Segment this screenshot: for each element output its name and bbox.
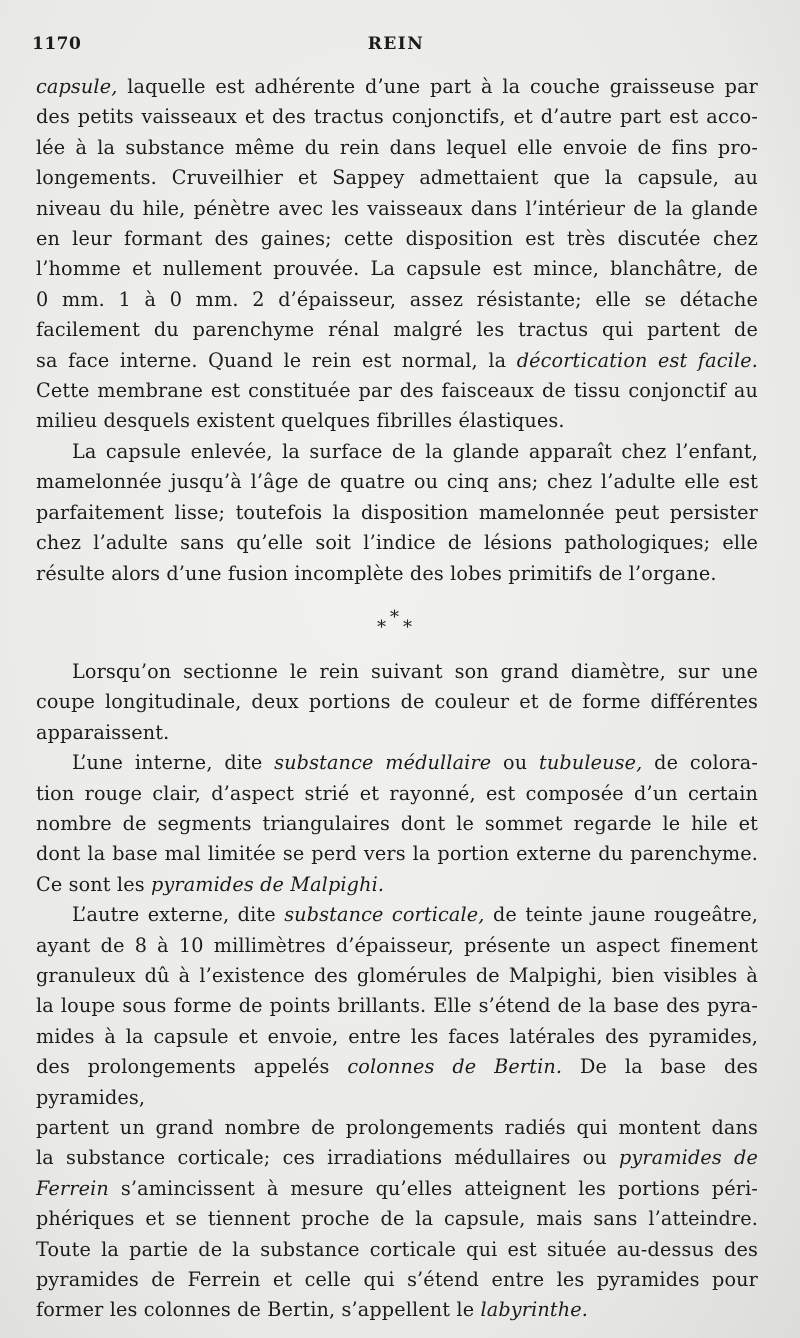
text-line (36, 961, 758, 991)
text-line (36, 254, 758, 284)
text-run: 0 mm. 1 à 0 mm. 2 d’épaisseur, assez résistante; elle se détache (36, 287, 758, 311)
text-line (36, 1235, 758, 1265)
italic-term: pyramides de Malpighi. (150, 872, 385, 896)
italic-term: capsule, (36, 75, 118, 98)
text-line (36, 779, 758, 809)
text-run: niveau du hile, pénètre avec les vaisseaux dans l’intérieur de la glande (36, 196, 758, 220)
text-run: La capsule enlevée, la surface de la glande apparaît chez l’enfant, (72, 439, 758, 463)
section-separator (36, 601, 758, 649)
text-line (36, 1265, 758, 1295)
running-title: REIN (367, 34, 425, 54)
text-line (36, 346, 758, 376)
text-run: des prolongements appelés (36, 1055, 348, 1079)
text-run: partent un grand nombre de prolongements radiés qui montent dans (36, 1116, 758, 1139)
text-line (36, 194, 758, 224)
body-text (36, 72, 758, 1326)
paragraph (36, 900, 758, 1326)
text-line (36, 1174, 758, 1204)
text-line (36, 991, 758, 1021)
text-run: facilement du parenchyme rénal malgré les tractus qui partent de (36, 318, 758, 342)
text-line (36, 809, 758, 839)
text-line (36, 748, 758, 778)
separator-star: * (390, 606, 400, 628)
text-line (36, 657, 758, 687)
text-run: la loupe sous forme de points brillants. Elle s’étend de la base des pyra- (36, 994, 758, 1018)
text-run: pyramides de Ferrein et celle qui s’étend entre les pyramides pour (36, 1268, 758, 1292)
text-line (36, 839, 758, 869)
text-line (36, 718, 758, 748)
text-run: chez l’adulte sans qu’elle soit l’indice de lésions pathologiques; elle (36, 531, 758, 555)
paragraph (36, 72, 758, 437)
text-line (36, 437, 758, 467)
text-run: des petits vaisseaux et des tractus conjonctifs, et d’autre part est acco- (36, 105, 758, 129)
text-line (36, 559, 758, 589)
text-run: s’amincissent à mesure qu’elles atteignent les portions péri- (108, 1176, 758, 1200)
text-run: Lorsqu’on sectionne le rein suivant son grand diamètre, sur une (72, 659, 758, 683)
text-line (36, 102, 758, 132)
text-run: former les colonnes de Bertin, s’appellent le (36, 1298, 481, 1322)
separator-star: * (377, 616, 387, 638)
text-line (36, 376, 758, 406)
text-run: L’autre externe, dite (72, 903, 285, 927)
text-run: ayant de 8 à 10 millimètres d’épaisseur, présente un aspect finement (36, 933, 758, 957)
text-line (36, 406, 758, 436)
text-line (36, 285, 758, 315)
text-run: De la base des pyramides, (36, 1055, 758, 1109)
italic-term: colonnes de Bertin. (347, 1055, 563, 1079)
text-run: Cette membrane est constituée par des faisceaux de tissu conjonctif au (36, 379, 758, 403)
italic-term: pyramides de (619, 1146, 758, 1170)
text-run: nombre de segments triangulaires dont le sommet regarde le hile et (36, 811, 758, 835)
text-run: sa face interne. Quand le rein est normal, la (36, 348, 517, 372)
text-run: mamelonnée jusqu’à l’âge de quatre ou cinq ans; chez l’adulte elle est (36, 470, 758, 494)
italic-term: Ferrein (36, 1176, 109, 1200)
page-number: 1170 (32, 34, 82, 54)
text-run: laquelle est adhérente d’une part à la couche graisseuse par (117, 75, 758, 98)
text-line (36, 900, 758, 930)
text-run: de colora- (642, 751, 758, 775)
paragraph (36, 437, 758, 589)
text-run: en leur formant des gaines; cette disposition est très discutée chez (36, 227, 758, 251)
text-run: Toute la partie de la substance corticale qui est située au-dessus des (36, 1237, 758, 1261)
text-run: l’homme et nullement prouvée. La capsule est mince, blanchâtre, de (36, 257, 758, 281)
italic-term: substance corticale, (284, 903, 485, 927)
italic-term: substance médullaire (274, 751, 492, 775)
text-line (36, 133, 758, 163)
text-run: apparaissent. (36, 720, 170, 744)
text-line (36, 224, 758, 254)
text-line (36, 1113, 758, 1143)
text-run: Ce sont les (36, 872, 151, 896)
text-line (36, 1022, 758, 1052)
text-run: résulte alors d’une fusion incomplète des lobes primitifs de l’organe. (36, 561, 717, 585)
text-run: milieu desquels existent quelques fibrilles élastiques. (36, 409, 565, 433)
italic-term: labyrinthe. (480, 1298, 588, 1322)
text-run: ou (491, 751, 540, 775)
text-line (36, 1204, 758, 1234)
text-run: tion rouge clair, d’aspect strié et rayonné, est composée d’un certain (36, 781, 758, 805)
text-line (36, 870, 758, 900)
text-line (36, 1052, 758, 1113)
text-line (36, 687, 758, 717)
text-run: phériques et se tiennent proche de la capsule, mais sans l’atteindre. (36, 1207, 758, 1231)
italic-term: tubuleuse, (539, 751, 643, 775)
text-line (36, 163, 758, 193)
text-line (36, 467, 758, 497)
text-run: mides à la capsule et envoie, entre les faces latérales des pyramides, (36, 1024, 758, 1048)
text-line (36, 72, 758, 102)
separator-star: * (403, 616, 413, 638)
text-run: granuleux dû à l’existence des glomérules de Malpighi, bien visibles à (36, 963, 758, 987)
text-line (36, 931, 758, 961)
text-line (36, 1295, 758, 1325)
paragraph (36, 657, 758, 748)
paragraph (36, 748, 758, 900)
text-line (36, 528, 758, 558)
text-line (36, 1143, 758, 1173)
text-run: L’une interne, dite (72, 751, 275, 775)
italic-term: décortication est facile. (516, 348, 758, 372)
text-run: de teinte jaune rougeâtre, (484, 903, 758, 927)
text-run: la substance corticale; ces irradiations médullaires ou (36, 1146, 619, 1170)
text-line (36, 498, 758, 528)
text-run: coupe longitudinale, deux portions de couleur et de forme différentes (36, 690, 758, 714)
text-run: lée à la substance même du rein dans lequel elle envoie de fins pro- (36, 135, 758, 159)
page-header (32, 34, 760, 58)
text-line (36, 315, 758, 345)
text-run: parfaitement lisse; toutefois la disposition mamelonnée peut persister (36, 500, 758, 524)
text-run: longements. Cruveilhier et Sappey admettaient que la capsule, au (36, 166, 758, 190)
text-run: dont la base mal limitée se perd vers la portion externe du parenchyme. (36, 842, 758, 866)
